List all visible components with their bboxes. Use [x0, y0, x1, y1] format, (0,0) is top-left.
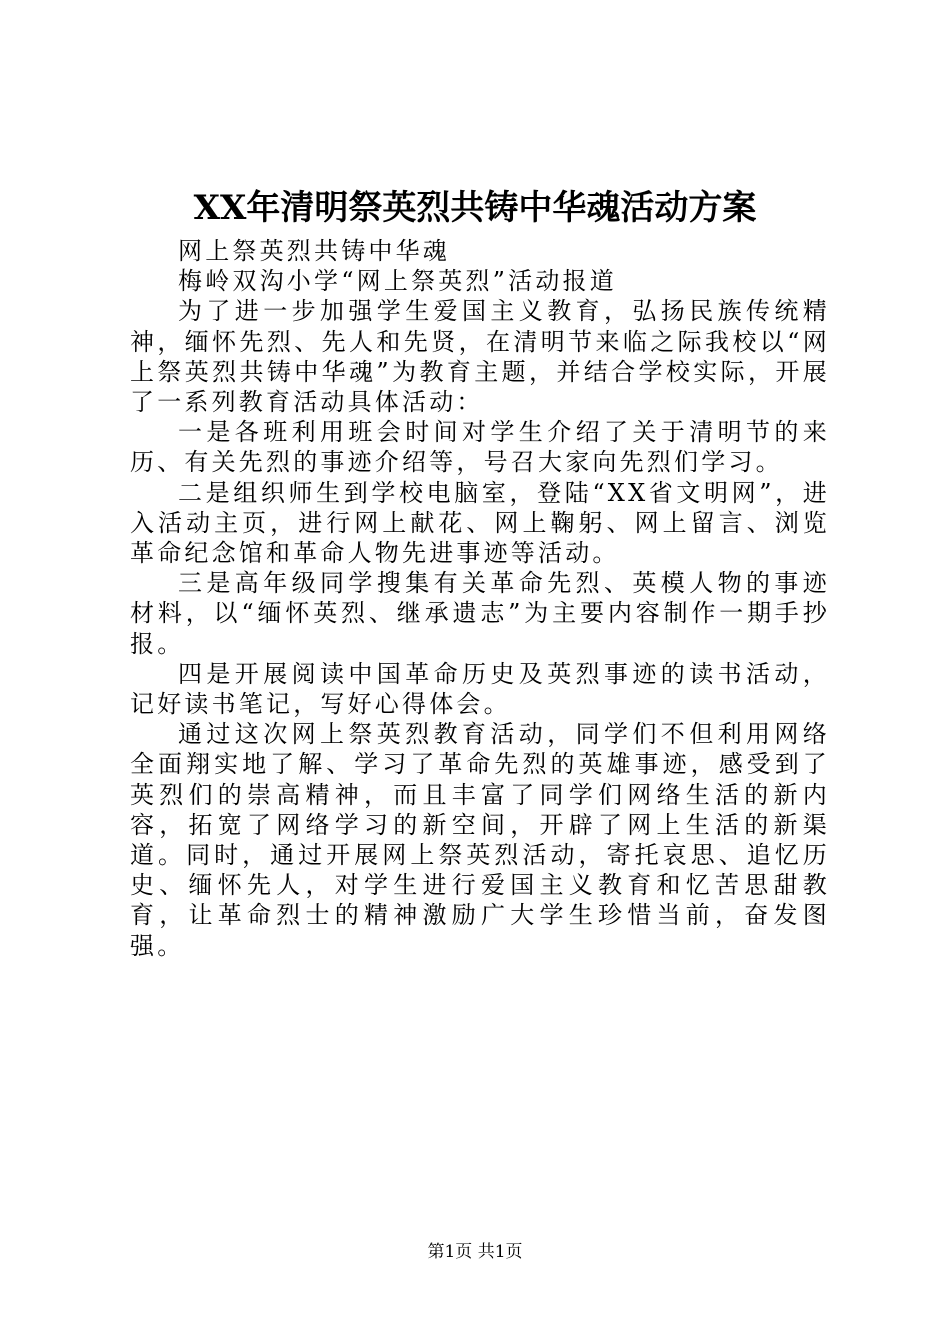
paragraph-subtitle: 网上祭英烈共铸中华魂	[178, 237, 450, 265]
paragraph-activity-three: 三是高年级同学搜集有关革命先烈、英模人物的事迹材料，以“缅怀英烈、继承遗志”为主要内容制作一期手抄报。	[130, 569, 830, 658]
paragraph-conclusion: 通过这次网上祭英烈教育活动，同学们不但利用网络全面翔实地了解、学习了革命先烈的英雄事迹，感受到了英烈们的崇高精神，而且丰富了同学们网络生活的新内容，拓宽了网络学习的新空间，开辟了网上生活的新渠道。同时，通过开展网上祭英烈活动，寄托哀思、追忆历史、缅怀先人，对学生进行爱国主义教育和忆苦思甜教育，让革命烈士的精神激励广大学生珍惜当前，奋发图强。	[130, 720, 830, 960]
page-footer: 第1页 共1页	[427, 1242, 523, 1262]
document-title: XX年清明祭英烈共铸中华魂活动方案	[193, 188, 757, 228]
paragraph-activity-four: 四是开展阅读中国革命历史及英烈事迹的读书活动，记好读书笔记，写好心得体会。	[130, 659, 830, 719]
paragraph-activity-two: 二是组织师生到学校电脑室，登陆“XX省文明网”，进入活动主页，进行网上献花、网上鞠躬、网上留言、浏览革命纪念馆和革命人物先进事迹等活动。	[130, 478, 830, 568]
document-body	[130, 236, 830, 961]
paragraph-report-heading: 梅岭双沟小学“网上祭英烈”活动报道	[178, 267, 617, 296]
paragraph-activity-one: 一是各班利用班会时间对学生介绍了关于清明节的来历、有关先烈的事迹介绍等，号召大家向先烈们学习。	[130, 418, 830, 477]
paragraph-intro: 为了进一步加强学生爱国主义教育，弘扬民族传统精神，缅怀先烈、先人和先贤，在清明节来临之际我校以“网上祭英烈共铸中华魂”为教育主题，并结合学校实际，开展了一系列教育活动具体活动：	[130, 297, 830, 417]
